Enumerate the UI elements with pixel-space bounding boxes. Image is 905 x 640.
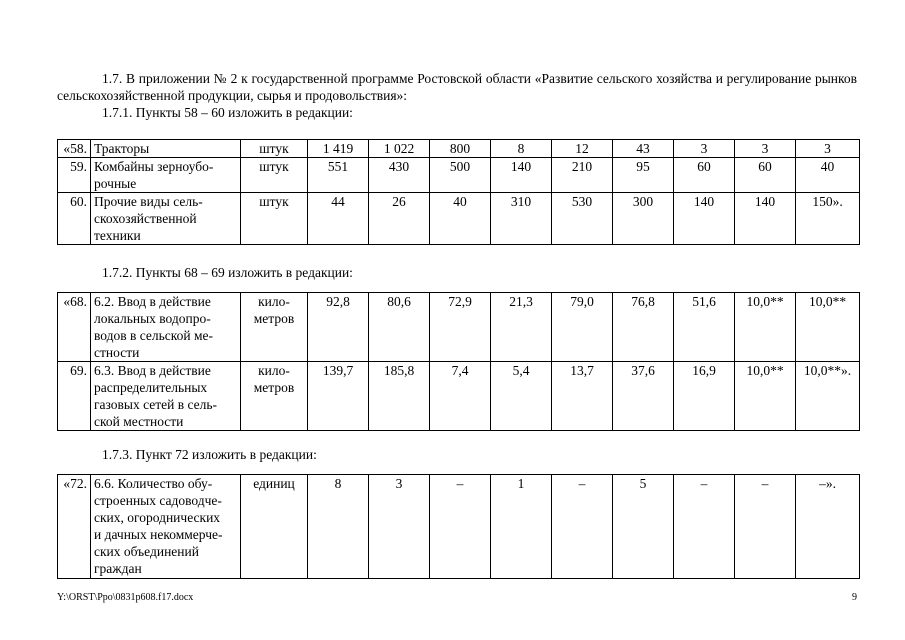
page-number: 9 — [852, 592, 857, 603]
value-cell: 13,7 — [552, 362, 613, 431]
unit-cell: штук — [241, 158, 308, 193]
indicator-name-cell: Комбайны зерноубо- рочные — [91, 158, 241, 193]
subsection-3 — [57, 446, 857, 463]
unit-cell: штук — [241, 193, 308, 245]
row-number-cell: «72. — [58, 475, 91, 579]
value-cell: 5,4 — [491, 362, 552, 431]
value-cell: –». — [796, 475, 860, 579]
value-cell: 7,4 — [430, 362, 491, 431]
value-cell: 60 — [674, 158, 735, 193]
unit-cell: кило- метров — [241, 362, 308, 431]
table-row — [58, 193, 860, 245]
value-cell: 76,8 — [613, 293, 674, 362]
value-cell: 10,0** — [735, 293, 796, 362]
value-cell: 530 — [552, 193, 613, 245]
value-cell: 310 — [491, 193, 552, 245]
value-cell: 140 — [674, 193, 735, 245]
value-cell: 800 — [430, 140, 491, 158]
subsection-2 — [57, 264, 857, 281]
value-cell: 1 — [491, 475, 552, 579]
row-number-cell: «68. — [58, 293, 91, 362]
value-cell: 3 — [735, 140, 796, 158]
table-items-68-69 — [57, 292, 860, 431]
value-cell: 551 — [308, 158, 369, 193]
value-cell: 5 — [613, 475, 674, 579]
subsection-1-heading: 1.7.1. Пункты 58 – 60 изложить в редакции: — [102, 105, 353, 120]
indicator-name-cell: Прочие виды сель- скохозяйственной техники — [91, 193, 241, 245]
value-cell: 72,9 — [430, 293, 491, 362]
value-cell: 10,0** — [796, 293, 860, 362]
value-cell: 500 — [430, 158, 491, 193]
table-row — [58, 362, 860, 431]
row-number-cell: 69. — [58, 362, 91, 431]
value-cell: 26 — [369, 193, 430, 245]
value-cell: 92,8 — [308, 293, 369, 362]
value-cell: 16,9 — [674, 362, 735, 431]
value-cell: 8 — [491, 140, 552, 158]
value-cell: 140 — [491, 158, 552, 193]
value-cell: 80,6 — [369, 293, 430, 362]
row-number-cell: 60. — [58, 193, 91, 245]
value-cell: – — [674, 475, 735, 579]
indicator-name-cell: 6.2. Ввод в действие локальных водопро- водов в сельской ме- стности — [91, 293, 241, 362]
table-items-58-60 — [57, 139, 860, 245]
value-cell: 8 — [308, 475, 369, 579]
table-row — [58, 140, 860, 158]
value-cell: 40 — [796, 158, 860, 193]
intro-paragraph — [57, 70, 857, 121]
value-cell: – — [735, 475, 796, 579]
subsection-2-heading: 1.7.2. Пункты 68 – 69 изложить в редакции: — [102, 265, 353, 280]
value-cell: 430 — [369, 158, 430, 193]
table-item-72 — [57, 474, 860, 579]
table-row — [58, 293, 860, 362]
value-cell: 210 — [552, 158, 613, 193]
indicator-name-cell: 6.6. Количество обу- строенных садоводче- ских, огороднических и дачных некоммерче- ских объединений граждан — [91, 475, 241, 579]
value-cell: 44 — [308, 193, 369, 245]
value-cell: 51,6 — [674, 293, 735, 362]
indicator-name-cell: 6.3. Ввод в действие распределительных газовых сетей в сель- ской местности — [91, 362, 241, 431]
value-cell: 12 — [552, 140, 613, 158]
unit-cell: единиц — [241, 475, 308, 579]
value-cell: – — [552, 475, 613, 579]
value-cell: – — [430, 475, 491, 579]
value-cell: 3 — [796, 140, 860, 158]
footer-file-path: Y:\ORST\Ppo\0831p608.f17.docx — [57, 592, 194, 603]
value-cell: 140 — [735, 193, 796, 245]
value-cell: 37,6 — [613, 362, 674, 431]
value-cell: 40 — [430, 193, 491, 245]
value-cell: 139,7 — [308, 362, 369, 431]
row-number-cell: «58. — [58, 140, 91, 158]
table-row — [58, 475, 860, 579]
table-row — [58, 158, 860, 193]
value-cell: 95 — [613, 158, 674, 193]
value-cell: 3 — [369, 475, 430, 579]
unit-cell: кило- метров — [241, 293, 308, 362]
value-cell: 150». — [796, 193, 860, 245]
value-cell: 300 — [613, 193, 674, 245]
row-number-cell: 59. — [58, 158, 91, 193]
value-cell: 1 022 — [369, 140, 430, 158]
value-cell: 43 — [613, 140, 674, 158]
value-cell: 1 419 — [308, 140, 369, 158]
indicator-name-cell: Тракторы — [91, 140, 241, 158]
value-cell: 3 — [674, 140, 735, 158]
subsection-3-heading: 1.7.3. Пункт 72 изложить в редакции: — [102, 447, 317, 462]
value-cell: 10,0** — [735, 362, 796, 431]
value-cell: 10,0**». — [796, 362, 860, 431]
value-cell: 185,8 — [369, 362, 430, 431]
value-cell: 60 — [735, 158, 796, 193]
value-cell: 21,3 — [491, 293, 552, 362]
intro-text: 1.7. В приложении № 2 к государственной программе Ростовской области «Развитие сельского хозяйства и регулирование рынков сельскохозяйственной продукции, сырья и продовольствия»: — [57, 71, 857, 103]
unit-cell: штук — [241, 140, 308, 158]
value-cell: 79,0 — [552, 293, 613, 362]
